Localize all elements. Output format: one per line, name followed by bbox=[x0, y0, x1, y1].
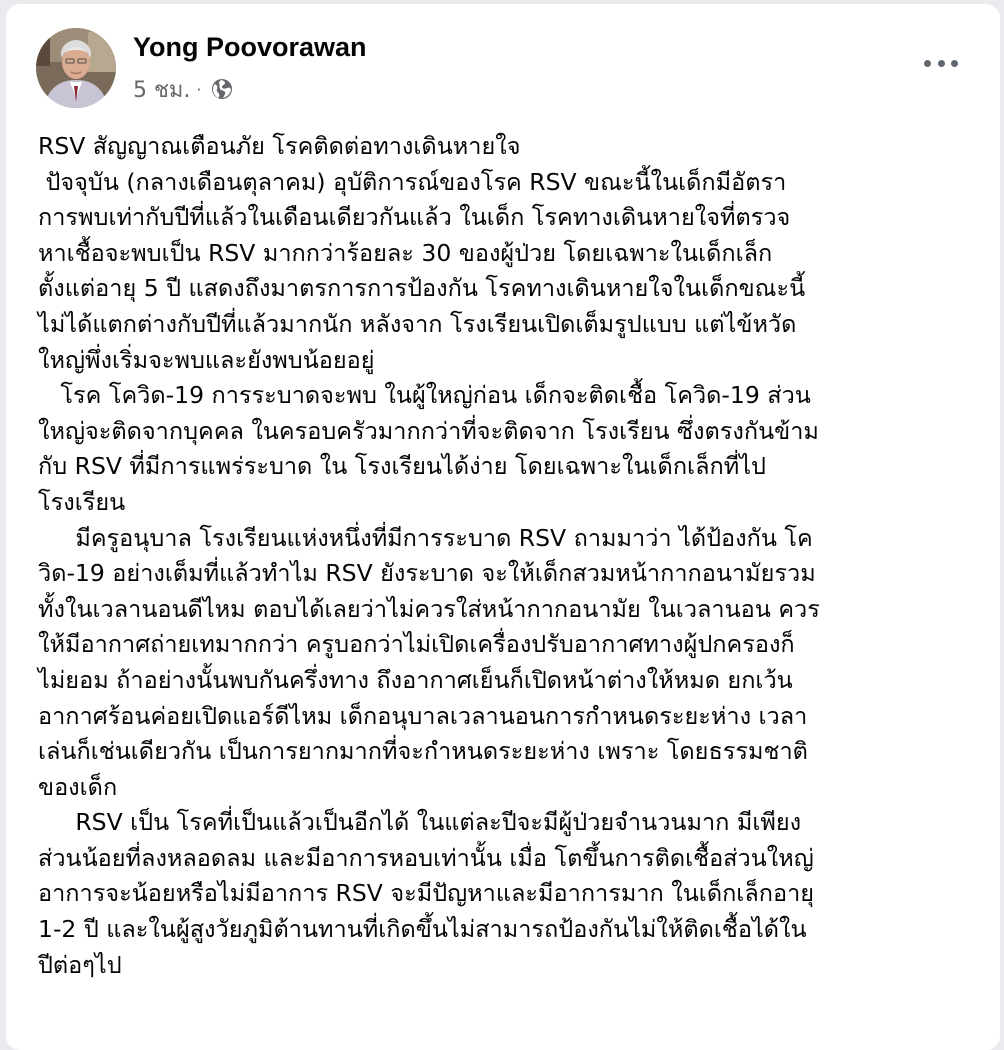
post-line: ทั้งในเวลานอนดีไหม ตอบได้เลยว่าไม่ควรใส่หน้ากากอนามัย ในเวลานอน ควร bbox=[38, 594, 820, 623]
post-line: RSV เป็น โรคที่เป็นแล้วเป็นอีกได้ ในแต่ละปีจะมีผู้ป่วยจำนวนมาก มีเพียง bbox=[38, 808, 802, 837]
post-timestamp[interactable]: 5 ชม. bbox=[133, 77, 191, 103]
post-line: วิด-19 อย่างเต็มที่แล้วทำไม RSV ยังระบาด จะให้เด็กสวมหน้ากากอนามัยรวม bbox=[38, 559, 816, 588]
post-line: ไม่ได้แตกต่างกับปีที่แล้วมากนัก หลังจาก โรงเรียนเปิดเต็มรูปแบบ แต่ไข้หวัด bbox=[38, 309, 797, 338]
post-card bbox=[6, 4, 1000, 1050]
avatar-photo bbox=[36, 28, 116, 108]
post-line: ไม่ยอม ถ้าอย่างนั้นพบกันครึ่งทาง ถึงอากาศเย็นก็เปิดหน้าต่างให้หมด ยกเว้น bbox=[38, 665, 793, 694]
post-line: ปัจจุบัน (กลางเดือนตุลาคม) อุบัติการณ์ของโรค RSV ขณะนี้ในเด็กมีอัตรา bbox=[38, 167, 787, 196]
globe-icon[interactable] bbox=[210, 77, 234, 101]
post-line: อากาศร้อนค่อยเปิดแอร์ดีไหม เด็กอนุบาลเวลานอนการกำหนดระยะห่าง เวลา bbox=[38, 701, 808, 730]
post-line: RSV สัญญาณเตือนภัย โรคติดต่อทางเดินหายใจ bbox=[38, 132, 521, 160]
more-options-icon[interactable] bbox=[924, 56, 958, 70]
post-meta bbox=[133, 74, 234, 104]
post-line: ปีต่อๆไป bbox=[38, 950, 122, 979]
post-line: ใหญ่จะติดจากบุคคล ในครอบครัวมากกว่าที่จะติดจาก โรงเรียน ซึ่งตรงกันข้าม bbox=[38, 416, 819, 445]
more-dot bbox=[924, 60, 931, 67]
post-line: ส่วนน้อยที่ลงหลอดลม และมีอาการหอบเท่านั้น เมื่อ โตขึ้นการติดเชื้อส่วนใหญ่ bbox=[38, 843, 814, 872]
post-line: หาเชื้อจะพบเป็น RSV มากกว่าร้อยละ 30 ของผู้ป่วย โดยเฉพาะในเด็กเล็ก bbox=[38, 238, 773, 267]
post-text bbox=[38, 129, 988, 983]
post-line: มีครูอนุบาล โรงเรียนแห่งหนึ่งที่มีการระบาด RSV ถามมาว่า ได้ป้องกัน โค bbox=[38, 523, 813, 552]
author-avatar[interactable] bbox=[36, 28, 116, 108]
post-line: กับ RSV ที่มีการแพร่ระบาด ใน โรงเรียนได้ง่าย โดยเฉพาะในเด็กเล็กที่ไป bbox=[38, 452, 766, 481]
post-line: เล่นก็เช่นเดียวกัน เป็นการยากมากที่จะกำหนดระยะห่าง เพราะ โดยธรรมชาติ bbox=[38, 737, 808, 766]
post-line: 1-2 ปี และในผู้สูงวัยภูมิต้านทานที่เกิดขึ้นไม่สามารถป้องกันไม่ให้ติดเชื้อได้ใน bbox=[38, 915, 807, 944]
post-line: โรงเรียน bbox=[38, 487, 126, 516]
post-line: ตั้งแต่อายุ 5 ปี แสดงถึงมาตรการการป้องกัน โรคทางเดินหายใจในเด็กขณะนี้ bbox=[38, 274, 806, 303]
author-name[interactable]: Yong Poovorawan bbox=[133, 32, 367, 62]
post-line: อาการจะน้อยหรือไม่มีอาการ RSV จะมีปัญหาและมีอาการมาก ในเด็กเล็กอายุ bbox=[38, 879, 815, 908]
post-line: ให้มีอากาศถ่ายเทมากกว่า ครูบอกว่าไม่เปิดเครื่องปรับอากาศทางผู้ปกครองก็ bbox=[38, 630, 795, 659]
post-line: โรค โควิด-19 การระบาดจะพบ ในผู้ใหญ่ก่อน เด็กจะติดเชื้อ โควิด-19 ส่วน bbox=[38, 381, 811, 410]
post-line: ใหญ่พึ่งเริ่มจะพบและยังพบน้อยอยู่ bbox=[38, 345, 375, 374]
post-line: การพบเท่ากับปีที่แล้วในเดือนเดียวกันแล้ว ในเด็ก โรคทางเดินหายใจที่ตรวจ bbox=[38, 203, 791, 232]
more-dot bbox=[951, 60, 958, 67]
post-line: ของเด็ก bbox=[38, 772, 118, 801]
more-dot bbox=[938, 60, 945, 67]
meta-separator: · bbox=[196, 79, 202, 99]
